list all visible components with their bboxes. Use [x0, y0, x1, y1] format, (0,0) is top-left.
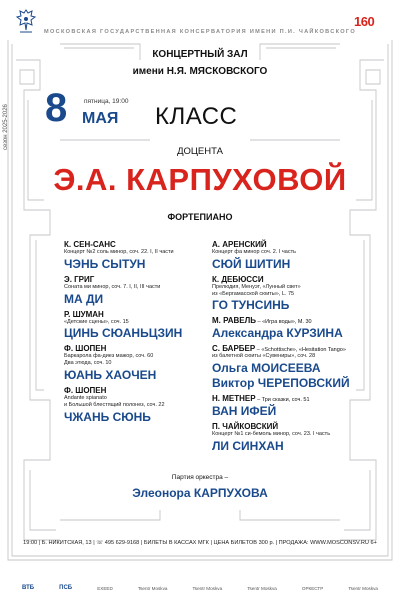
program-item: [212, 344, 372, 390]
work: Соната ми минор, соч. 7. I, II, III части: [64, 283, 161, 290]
teacher-rank: ДОЦЕНТА: [177, 146, 223, 157]
performer-secondary: Виктор ЧЕРЕПОВСКИЙ: [212, 376, 350, 391]
work: Andante spianato: [64, 394, 107, 401]
event-weekday-time: пятница, 19:00: [84, 98, 129, 105]
performer: ЮАНЬ ХАОЧЕН: [64, 367, 157, 382]
orchestra-label: Партия оркестра –: [171, 474, 229, 481]
program-item: [212, 275, 372, 313]
composer: [212, 316, 372, 325]
composer: Ф. ШОПЕН: [64, 344, 107, 354]
performer: ЧЖАНЬ СЮНЬ: [64, 409, 151, 424]
sponsor-logo: Tsentr Moskva: [137, 585, 168, 591]
composer: К. ДЕБЮССИ: [212, 274, 264, 284]
sponsor-strip: [22, 583, 378, 593]
program-item: [64, 386, 224, 424]
hall-subtitle: имени Н.Я. МЯСКОВСКОГО: [132, 66, 268, 77]
program-item: [64, 275, 224, 306]
instrument: ФОРТЕПИАНО: [167, 212, 233, 222]
work: «Детские сцены», соч. 15: [64, 318, 129, 325]
work-secondary: Два этюда, соч. 10: [64, 360, 112, 367]
composer-name: Н. МЕТНЕР: [212, 394, 256, 404]
program-item: [212, 394, 372, 418]
sponsor-logo: EXEED: [97, 585, 113, 591]
sponsor-logo: ВТБ: [22, 585, 35, 591]
sponsor-logo: Tsentr Moskva: [247, 585, 277, 591]
program-right-column: [212, 240, 372, 457]
performer: ЧЭНЬ СЫТУН: [64, 256, 146, 271]
composer-name: С. БАРБЕР: [212, 344, 256, 354]
program-item: [64, 240, 224, 271]
event-day: 8: [45, 86, 68, 130]
orchestra-pianist: Элеонора КАРПУХОВА: [132, 486, 268, 500]
composer: Э. ГРИГ: [64, 274, 95, 284]
event-month: МАЯ: [82, 110, 119, 127]
teacher-name: Э.А. КАРПУХОВОЙ: [53, 162, 347, 197]
sponsor-logo: ПСБ: [59, 585, 73, 591]
sponsor-logo: Tsentr Moskva: [348, 585, 378, 591]
composer: А. АРЕНСКИЙ: [212, 240, 267, 249]
composer-work: – «Schottische», «Hesitation Tango»: [255, 347, 346, 354]
performer: ГО ТУНСИНЬ: [212, 298, 290, 313]
composer: К. СЕН-САНС: [64, 240, 116, 249]
work-secondary: из «Бергамасской сюиты», L. 75: [212, 290, 295, 297]
hall-title: КОНЦЕРТНЫЙ ЗАЛ: [152, 49, 248, 60]
program-item: [212, 240, 372, 271]
work: из балетной сюиты «Сувениры», соч. 28: [212, 353, 316, 360]
performer: СЮЙ ШИТИН: [212, 256, 291, 271]
sponsor-logo: ОРКЕСТР: [301, 585, 324, 591]
program-item: [64, 344, 224, 382]
performer: Александра КУРЗИНА: [212, 326, 343, 341]
program-left-column: [64, 240, 224, 428]
program-item: [212, 316, 372, 340]
composer: Ф. ШОПЕН: [64, 385, 107, 395]
anniversary-logo: 160: [354, 14, 375, 29]
footer-info: 19:00 | Б. НИКИТСКАЯ, 13 | ☏ 495 629-9168 | БИЛЕТЫ В КАССАХ МГК | ЦЕНА БИЛЕТОВ 300 р. | ПРОДАЖА: WWW.MOSCONSV.RU 6+: [23, 540, 377, 546]
event-title: КЛАСС: [155, 103, 238, 130]
performer: ЦИНЬ СЮАНЬЦЗИН: [64, 326, 183, 341]
work: Баркарола фа-диез мажор, соч. 60: [64, 353, 154, 360]
composer-work: – Три сказки, соч. 51: [255, 397, 310, 404]
organization-name: МОСКОВСКАЯ ГОСУДАРСТВЕННАЯ КОНСЕРВАТОРИЯ ИМЕНИ П.И. ЧАЙКОВСКОГО: [44, 29, 356, 35]
composer: П. ЧАЙКОВСКИЙ: [212, 422, 279, 432]
work: Концерт фа минор соч. 2. I часть: [212, 249, 296, 255]
work-secondary: и Большой блестящий полонез, соч. 22: [64, 401, 165, 408]
composer-work: – «Игра воды», M. 30: [256, 319, 312, 326]
sponsor-logo: Tsentr Moskva: [192, 585, 223, 591]
season-label: сезон 2025-2026: [3, 104, 9, 150]
program-item: [212, 422, 372, 453]
performer: ЛИ СИНХАН: [212, 438, 284, 453]
program-item: [64, 310, 224, 341]
composer: Р. ШУМАН: [64, 309, 104, 319]
work: Концерт №1 си-бемоль минор, соч. 23. I часть: [212, 431, 331, 438]
work: Концерт №2 соль минор, соч. 22. I, II части: [64, 249, 174, 255]
composer: [212, 394, 372, 403]
performer: Ольга МОИСЕЕВА: [212, 361, 321, 376]
work: Прелюдия, Менуэт, «Лунный свет»: [212, 283, 301, 290]
performer: ВАН ИФЕЙ: [212, 404, 277, 419]
performer: МА ДИ: [64, 291, 104, 306]
composer-name: М. РАВЕЛЬ: [212, 316, 256, 326]
